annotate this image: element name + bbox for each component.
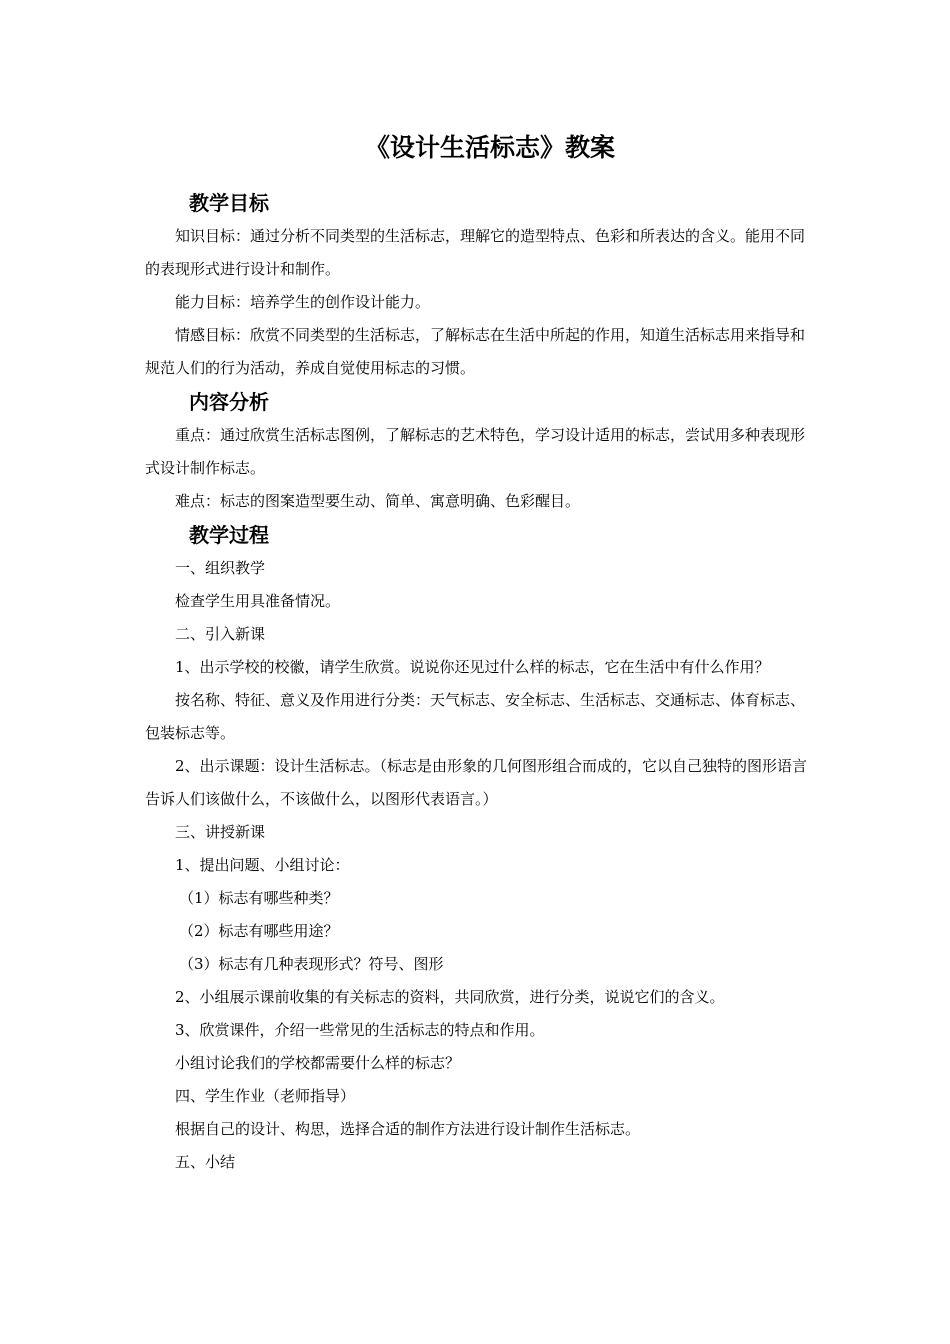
goal-ability: 能力目标：培养学生的创作设计能力。 [175,293,431,311]
step3-item3b: 小组讨论我们的学校都需要什么样的标志？ [175,1054,461,1072]
analysis-difficulty: 难点：标志的图案造型要生动、简单、寓意明确、色彩醒目。 [175,492,581,510]
step2-item2: 2、出示课题：设计生活标志。（标志是由形象的几何图形组合而成的，它以自己独特的图形语言告诉人们该做什么，不该做什么，以图形代表语言。） [145,757,808,808]
heading-content-analysis: 内容分析 [189,390,269,414]
step4-text: 根据自己的设计、构思，选择合适的制作方法进行设计制作生活标志。 [175,1120,641,1138]
step2-item1: 1、出示学校的校徽，请学生欣赏。说说你还见过什么样的标志，它在生活中有什么作用？ [175,658,770,676]
analysis-key-point: 重点：通过欣赏生活标志图例，了解标志的艺术特色，学习设计适用的标志，尝试用多种表现形式设计制作标志。 [145,426,806,477]
step1-text: 检查学生用具准备情况。 [175,592,341,610]
step5-title: 五、小结 [175,1153,236,1171]
step3-question3: （3）标志有几种表现形式？符号、图形 [179,955,444,973]
document-body [145,186,810,1179]
step3-item2: 2、小组展示课前收集的有关标志的资料，共同欣赏，进行分类，说说它们的含义。 [175,988,725,1006]
step3-title: 三、讲授新课 [175,823,266,841]
step4-title: 四、学生作业（老师指导） [175,1087,356,1105]
goal-knowledge: 知识目标：通过分析不同类型的生活标志，理解它的造型特点、色彩和所表达的含义。能用不同的表现形式进行设计和制作。 [145,227,806,278]
heading-teaching-goals: 教学目标 [189,191,269,215]
step3-item1: 1、提出问题、小组讨论： [175,856,350,874]
goal-emotion: 情感目标：欣赏不同类型的生活标志，了解标志在生活中所起的作用，知道生活标志用来指导和规范人们的行为活动，养成自觉使用标志的习惯。 [145,326,806,377]
step3-item3: 3、欣赏课件，介绍一些常见的生活标志的特点和作用。 [175,1021,545,1039]
step2-title: 二、引入新课 [175,625,266,643]
step3-question2: （2）标志有哪些用途？ [179,922,339,940]
step3-question1: （1）标志有哪些种类？ [179,889,339,907]
step2-item1b: 按名称、特征、意义及作用进行分类：天气标志、安全标志、生活标志、交通标志、体育标志、包装标志等。 [145,691,806,742]
heading-teaching-process: 教学过程 [189,523,269,547]
step1-title: 一、组织教学 [175,559,266,577]
document-title: 《设计生活标志》教案 [364,133,615,162]
